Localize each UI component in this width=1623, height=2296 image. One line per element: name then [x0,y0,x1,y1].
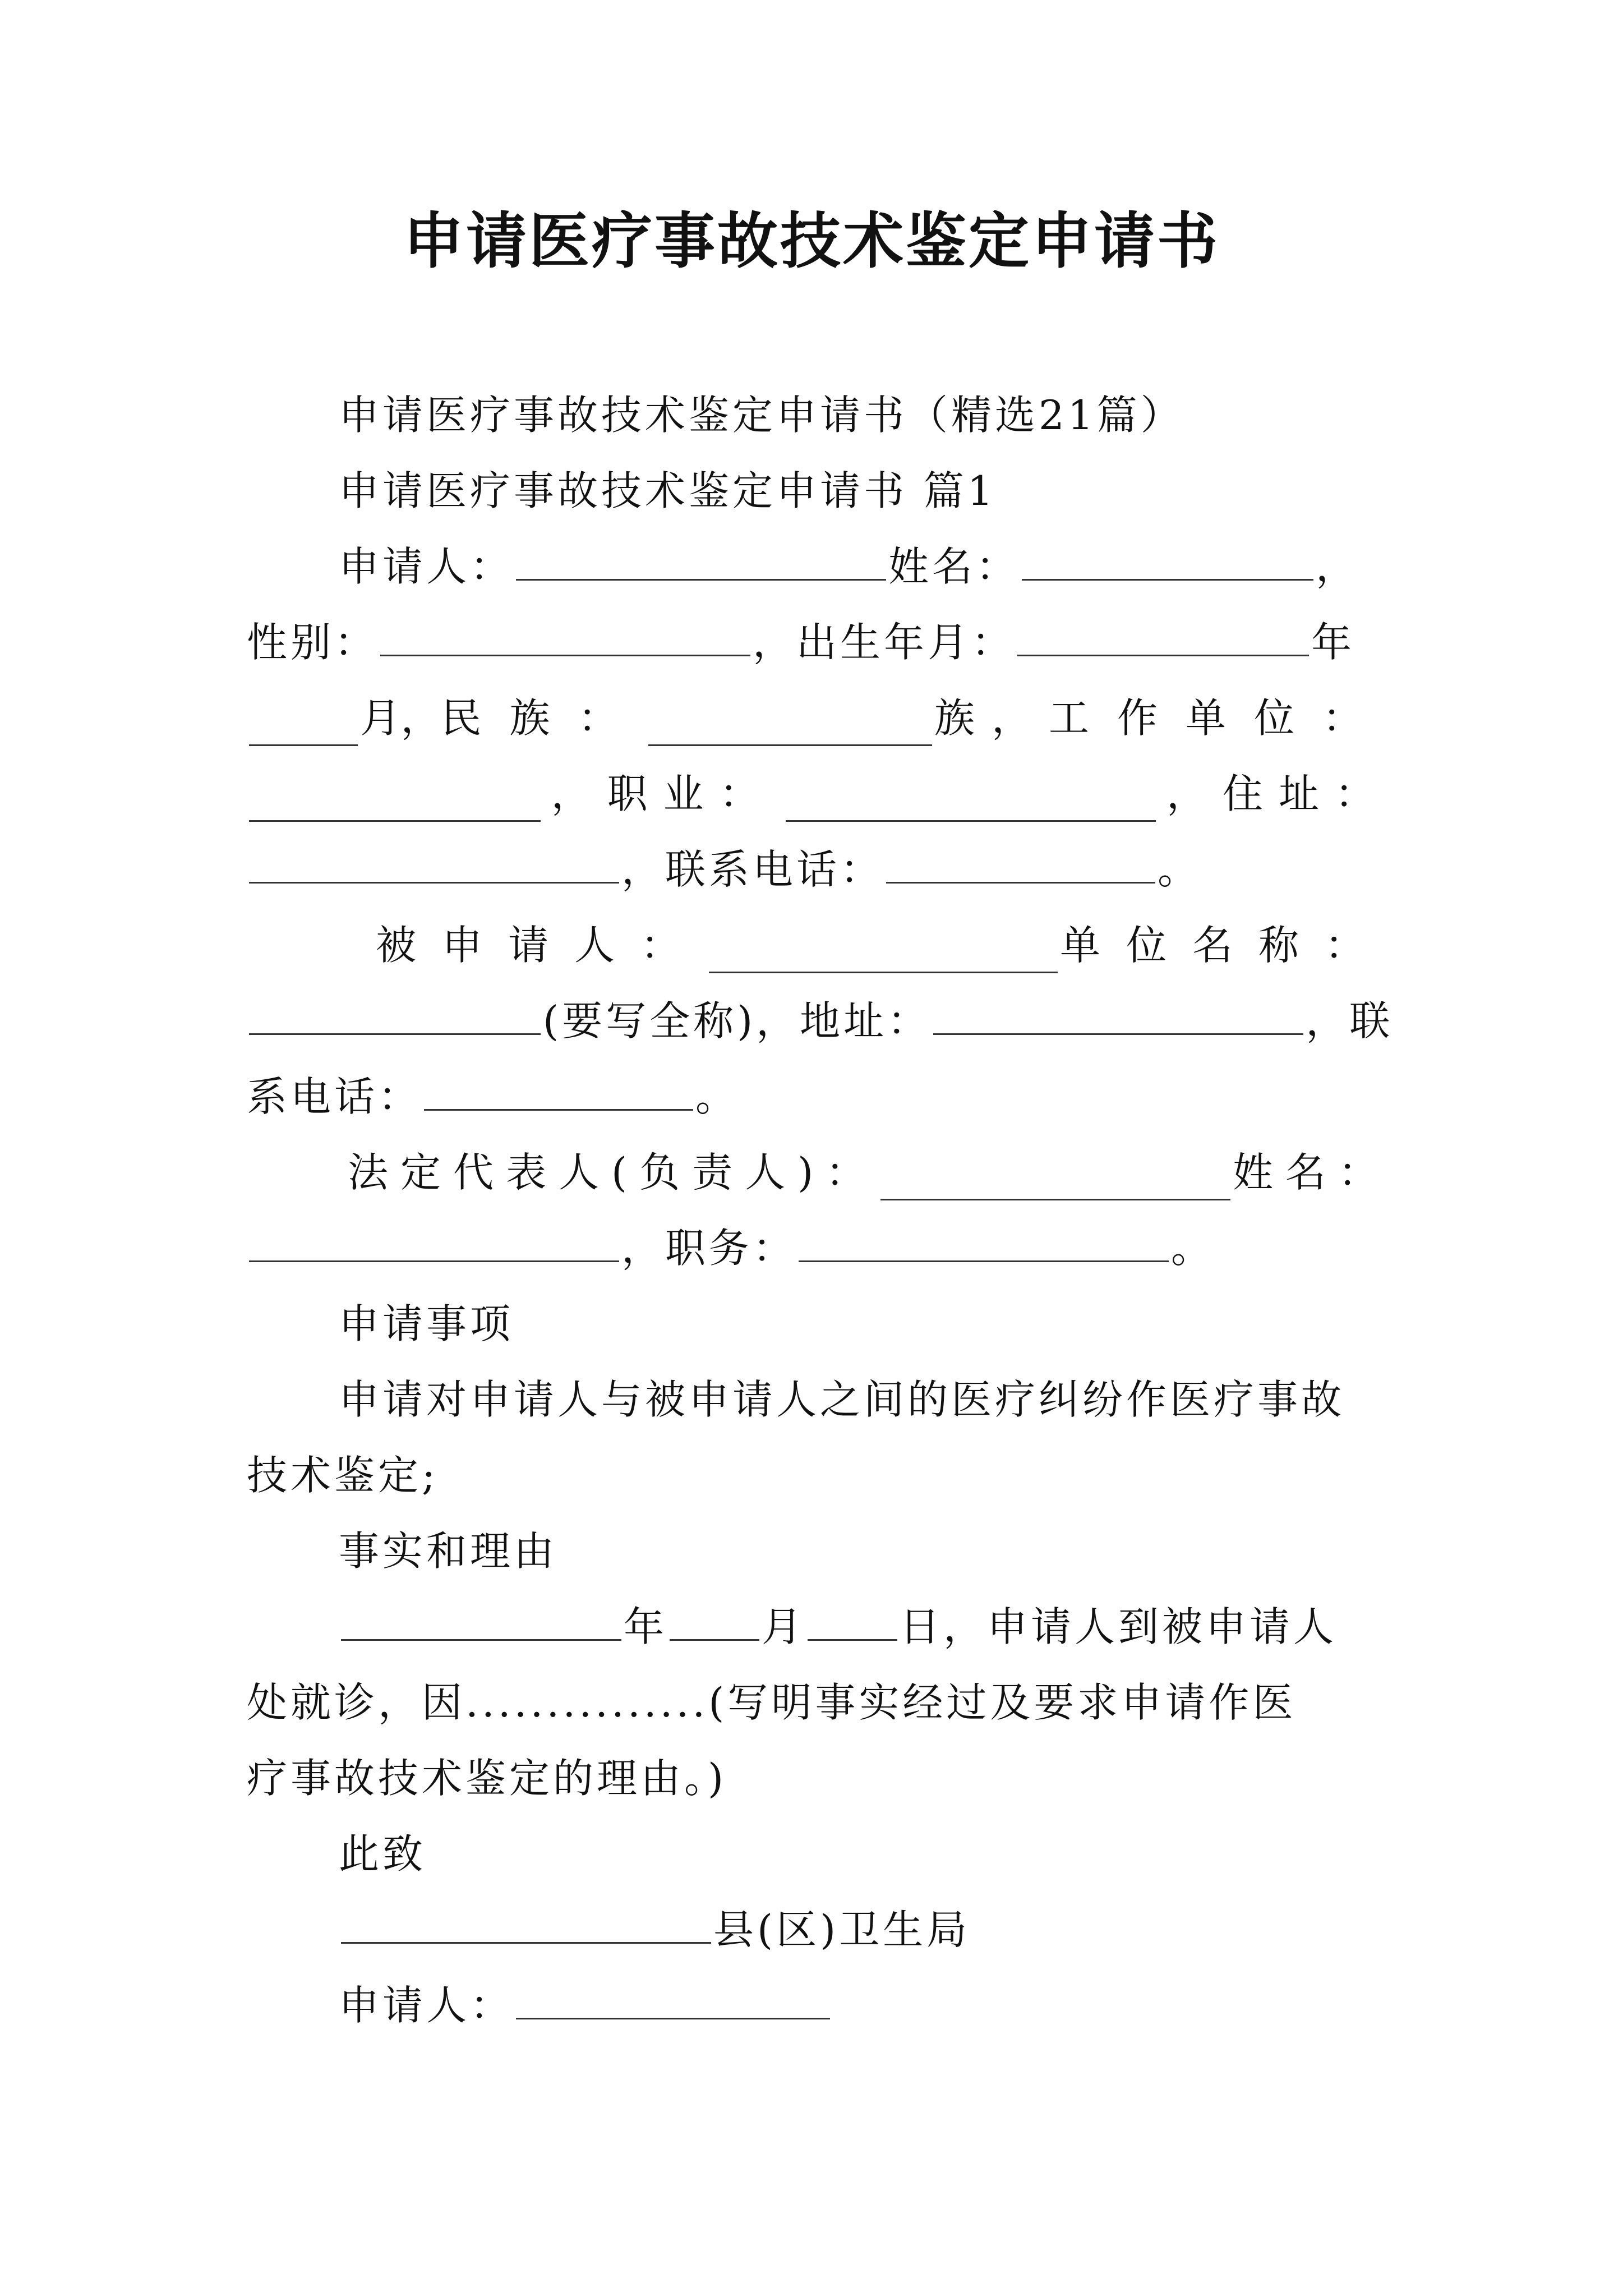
position-blank[interactable] [799,1220,1169,1262]
name-blank[interactable] [1022,539,1313,581]
respondent-blank[interactable] [709,931,1058,973]
xi-phone-label: 系电话： [247,1073,422,1120]
facts-year-blank[interactable] [341,1599,621,1641]
gender-birth-line [247,614,1391,670]
full-name-note: (要写全称)，地址： [543,997,932,1045]
birth-label: ，出生年月： [753,619,1016,666]
legal-rep-line [348,1144,1391,1200]
recipient-suffix: 县(区)卫生局 [713,1906,971,1953]
name-label: 姓名： [888,543,1020,590]
birth-blank[interactable] [1017,614,1309,656]
facts-date-line [339,1599,1391,1655]
name-label-2: 姓名： [1232,1149,1391,1196]
ethnicity-blank[interactable] [648,704,932,746]
position-label: ，职务： [621,1225,797,1272]
comma: ， [1316,543,1360,590]
year-char: 年 [1311,619,1355,666]
matters-heading: 申请事项 [339,1300,514,1347]
signature-line [339,1977,1391,2033]
facts-text-3: 疗事故技术鉴定的理由。) [247,1755,727,1802]
period: 。 [1158,846,1202,893]
month-char: 月 [762,1603,806,1650]
applicant-label: 申请人： [339,543,514,590]
respondent-phone-line [247,1069,1391,1125]
signature-label: 申请人： [339,1982,514,2029]
recipient-blank[interactable] [341,1902,711,1944]
unit-address-line [247,993,1394,1049]
occupation-label: ，职业： [551,770,776,817]
year-char: 年 [624,1603,668,1650]
lian: ，联 [1306,997,1394,1045]
address-blank[interactable] [249,841,619,884]
comma: ， [400,694,441,742]
legal-rep-name-blank[interactable] [249,1220,619,1262]
gender-label: 性别： [247,619,379,666]
ethnicity-label: 民族： [441,694,647,742]
applicant-blank[interactable] [516,539,886,581]
period: 。 [1171,1225,1215,1272]
occupation-blank[interactable] [786,780,1156,822]
work-unit-blank[interactable] [249,780,541,822]
respondent-line [376,917,1391,973]
unit-name-blank[interactable] [249,993,541,1035]
ethnicity-suffix: 族， [934,694,1049,742]
period: 。 [695,1073,740,1120]
phone-line [247,841,1391,898]
address-label: ，住址： [1166,770,1391,817]
matters-text-2: 技术鉴定; [247,1452,439,1499]
phone-label: ，联系电话： [621,846,884,893]
facts-text-2: 处就诊，因...............(写明事实经过及要求申请作医 [247,1679,1297,1726]
respondent-label: 被申请人： [376,922,707,969]
facts-month-blank[interactable] [670,1599,759,1641]
signature-blank[interactable] [516,1977,830,2019]
recipient-line [339,1902,1391,1958]
section-heading: 申请医疗事故技术鉴定申请书 篇1 [339,467,997,514]
month-blank[interactable] [249,704,358,746]
work-unit-label: 工作单位： [1048,694,1391,742]
facts-heading: 事实和理由 [339,1527,558,1575]
legal-rep-blank[interactable] [880,1158,1230,1200]
document-subtitle: 申请医疗事故技术鉴定申请书（精选21篇） [339,392,1184,439]
document-title: 申请医疗事故技术鉴定申请书 [403,206,1220,277]
legal-rep-label: 法定代表人(负责人)： [348,1149,879,1196]
respondent-address-blank[interactable] [933,993,1303,1035]
phone-blank[interactable] [886,841,1155,884]
position-line [247,1220,1391,1276]
respondent-phone-blank[interactable] [424,1069,693,1111]
closing: 此致 [339,1830,427,1878]
matters-text-1: 申请对申请人与被申请人之间的医疗纠纷作医疗事故 [339,1376,1345,1423]
ethnicity-line [247,690,1391,746]
facts-suffix: 日，申请人到被申请人 [900,1603,1338,1650]
unit-name-label: 单位名称： [1059,922,1391,969]
gender-blank[interactable] [380,614,750,656]
month-char: 月 [360,694,401,742]
applicant-line [339,539,1391,595]
occupation-line [247,766,1391,822]
facts-day-blank[interactable] [808,1599,897,1641]
